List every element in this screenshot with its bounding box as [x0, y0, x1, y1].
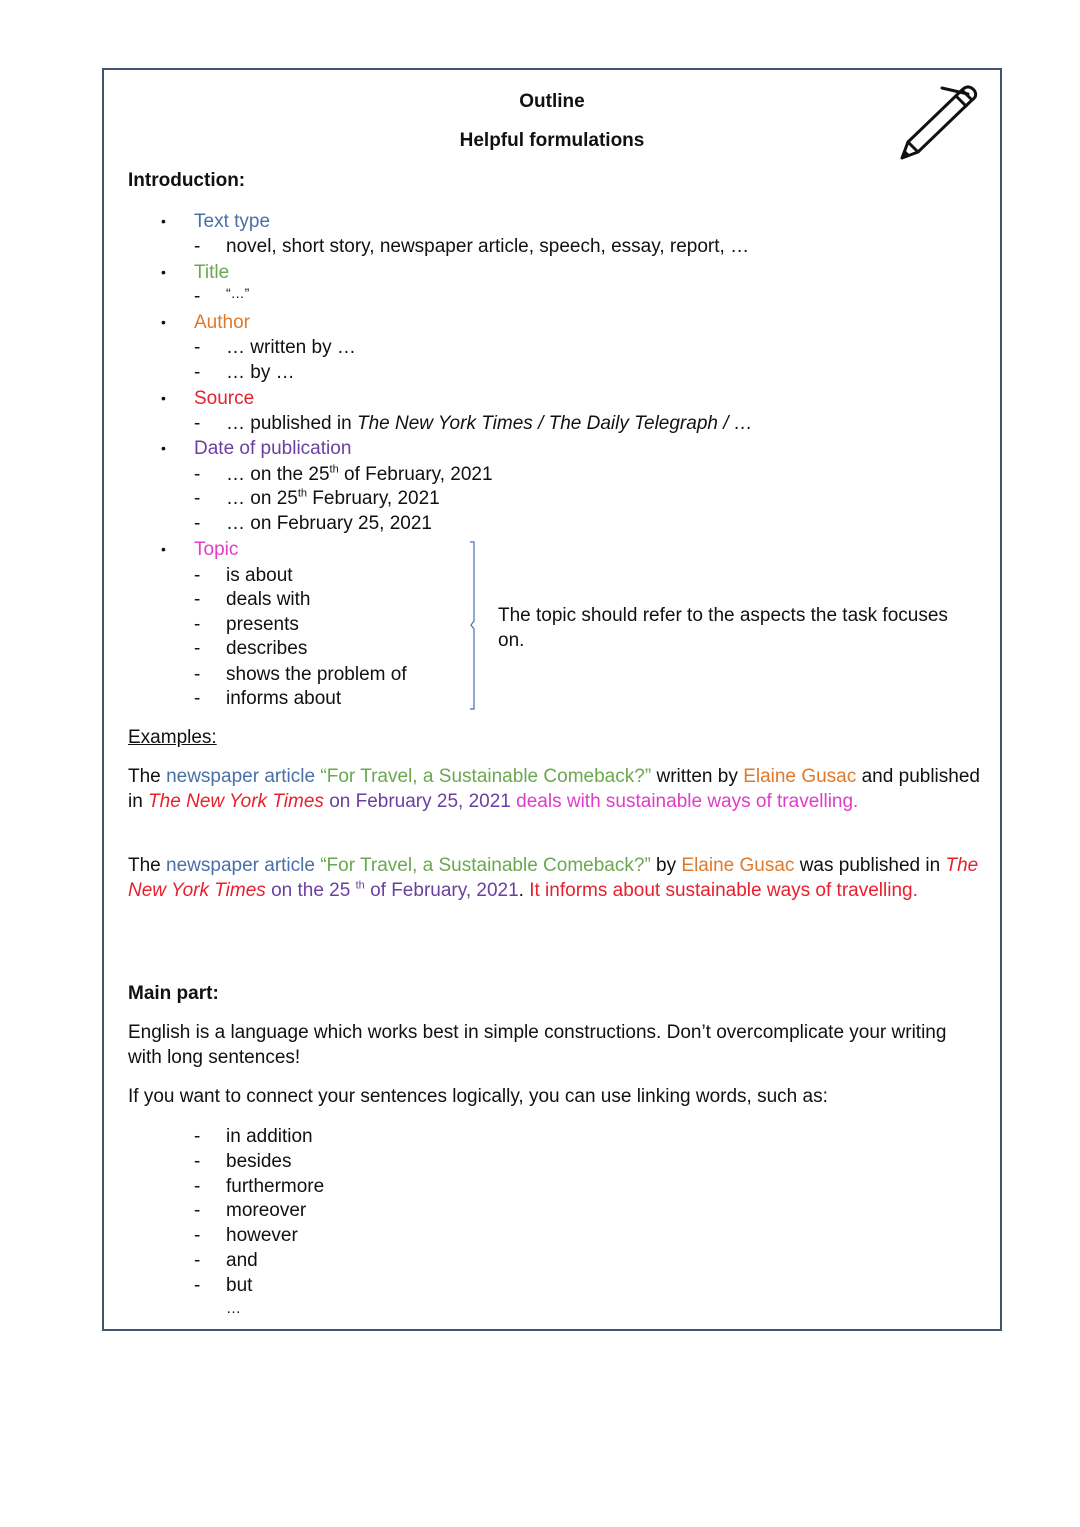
example-text: by [650, 855, 682, 876]
ordinal-suffix: th [355, 879, 365, 892]
example-1 [128, 764, 980, 814]
linking-word: and [226, 1250, 258, 1271]
bullet: • [161, 264, 166, 280]
pen-icon [896, 82, 980, 164]
dash: - [194, 1126, 201, 1147]
date-text: February, 2021 [307, 488, 440, 509]
source-label: Source [194, 388, 255, 409]
topic-label: Topic [194, 539, 239, 560]
dash: - [194, 464, 201, 485]
date-item [226, 486, 440, 511]
example-author: Elaine Gusac [681, 855, 795, 876]
date-text: of February, 2021 [364, 880, 519, 901]
dash: - [194, 337, 201, 358]
bullet: • [161, 213, 166, 229]
example-text: The [128, 766, 167, 787]
main-paragraph: English is a language which works best in simple constructions. Don’t overcomplicate your writing with long sentences! [128, 1022, 947, 1068]
dash: - [194, 362, 201, 383]
linking-word: in addition [226, 1126, 313, 1147]
title-label: Title [194, 262, 230, 283]
date-item: … on February 25, 2021 [226, 513, 432, 534]
ordinal-suffix: th [297, 487, 308, 500]
dash: - [194, 688, 201, 709]
bullet: • [161, 314, 166, 330]
example-topic: deals with sustainable ways of travelling. [516, 791, 859, 812]
linking-word: but [226, 1275, 253, 1296]
linking-word: however [226, 1225, 298, 1246]
date-text: on the 25 [271, 880, 356, 901]
dash: - [194, 1176, 201, 1197]
dash: - [194, 1275, 201, 1296]
topic-item: deals with [226, 589, 311, 610]
example-date: on February 25, 2021 [329, 791, 511, 812]
example-topic: It informs about sustainable ways of travelling. [529, 880, 918, 901]
topic-item: presents [226, 614, 299, 635]
dash: - [194, 1225, 201, 1246]
page-subtitle: Helpful formulations [459, 130, 645, 151]
date-text: … on 25 [226, 488, 298, 509]
topic-item: describes [226, 638, 308, 659]
title-item: “…” [226, 285, 250, 301]
author-item: … written by … [226, 337, 356, 358]
source-prefix: … published in [226, 413, 357, 434]
example-text: written by [651, 766, 744, 787]
dash: - [194, 286, 201, 307]
bullet: • [161, 541, 166, 557]
source-titles: The New York Times / The Daily Telegraph / … [356, 413, 753, 434]
example-author: Elaine Gusac [743, 766, 857, 787]
topic-note: The topic should refer to the aspects the task focuses on. [498, 605, 948, 651]
linking-word: furthermore [226, 1176, 325, 1197]
linking-word: moreover [226, 1200, 307, 1221]
dash: - [194, 1250, 201, 1271]
topic-item: is about [226, 565, 293, 586]
dash: - [194, 413, 201, 434]
bracket-divider [468, 541, 478, 710]
dash: - [194, 589, 201, 610]
example-text: was published in [794, 855, 946, 876]
example-source: The New York Times [148, 791, 324, 812]
dash: - [194, 614, 201, 635]
example-title: “For Travel, a Sustainable Comeback?” [320, 766, 652, 787]
example-text: and published in [128, 766, 980, 812]
examples-heading: Examples: [128, 727, 217, 748]
bullet: • [161, 390, 166, 406]
dash: - [194, 565, 201, 586]
example-date [271, 880, 519, 901]
topic-item: shows the problem of [226, 664, 407, 685]
dash: - [194, 638, 201, 659]
ordinal-suffix: th [329, 463, 339, 476]
date-item [226, 462, 493, 487]
example-text: The [128, 855, 167, 876]
date-text: … on the 25 [226, 464, 330, 485]
text-type-label: Text type [194, 211, 271, 232]
example-2 [128, 853, 980, 903]
main-paragraph: If you want to connect your sentences logically, you can use linking words, such as: [128, 1086, 828, 1107]
dash: - [194, 1151, 201, 1172]
example-text-type: newspaper article [166, 766, 316, 787]
bullet: • [161, 440, 166, 456]
text-type-item: novel, short story, newspaper article, speech, essay, report, … [226, 236, 750, 257]
author-label: Author [194, 312, 250, 333]
example-source: The New York Times [128, 855, 979, 901]
example-title: “For Travel, a Sustainable Comeback?” [320, 855, 651, 876]
date-text: of February, 2021 [338, 464, 493, 485]
main-heading: Main part: [128, 983, 219, 1004]
list-ellipsis: … [226, 1300, 241, 1317]
dash: - [194, 1200, 201, 1221]
dash: - [194, 664, 201, 685]
intro-heading: Introduction: [128, 170, 246, 191]
topic-item: informs about [226, 688, 342, 709]
source-item [226, 411, 753, 436]
author-item: … by … [226, 362, 295, 383]
dash: - [194, 236, 201, 257]
page-title: Outline [519, 91, 585, 112]
linking-word: besides [226, 1151, 292, 1172]
dash: - [194, 488, 201, 509]
date-label: Date of publication [194, 438, 352, 459]
example-text-type: newspaper article [166, 855, 315, 876]
dash: - [194, 513, 201, 534]
example-text: . [518, 880, 530, 901]
